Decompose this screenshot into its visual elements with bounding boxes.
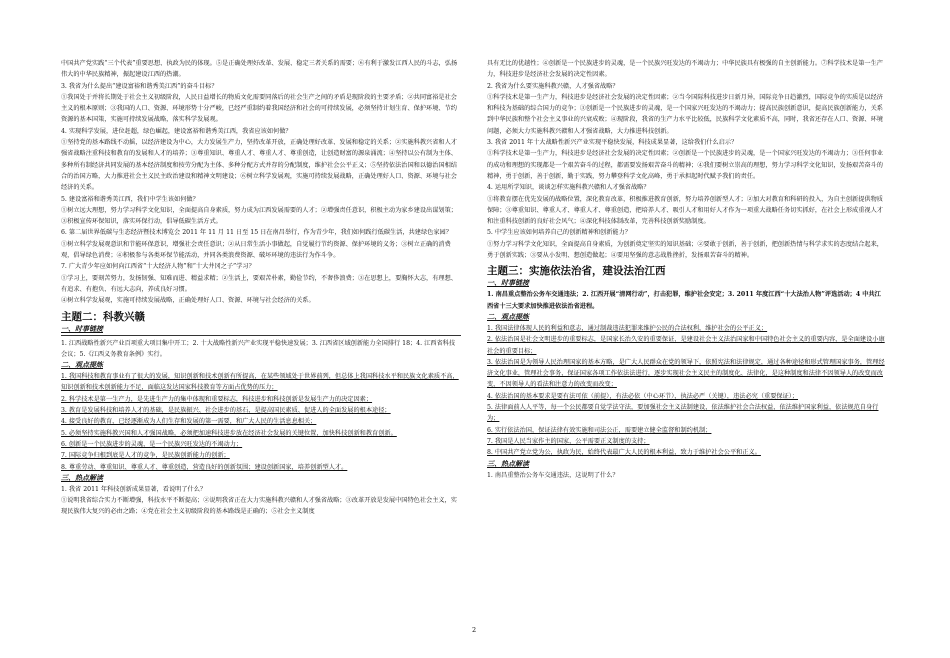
paragraph: 4. 实现科学发展，进位赶超，绿色崛起，建设富裕和谐秀美江西，我省应该如何做？ [61, 127, 292, 135]
paragraph: ①树立远大理想，努力学习科学文化知识，全面提高自身素质，努力成为江西发展需要的人才；②增强责任意识，积极主动为家乡建设出谋划策；③积极宣传环保知识，落实环保行动，倡导低碳生活方式。 [61, 206, 457, 226]
paragraph: ①我国处于并将长期处于社会主义初级阶段，人民日益增长的物质文化需要同落后的社会生产之间的矛盾是现阶段的主要矛盾；②共同富裕是社会主义的根本原则；③我国的人口、资源、环境形势十分严峻，已经严重制约着我国经济和社会的可持续发展，必须坚持计划生育、保护环境、节约资源的基本国策，实施可持续发展战略，落实科学发展观。 [61, 93, 457, 124]
underlined-point: 7. 国际竞争归根到底是人才的竞争，是民族创新能力的创新； [61, 452, 230, 460]
underlined-point: 5. 法律面前人人平等，每一个公民都要自觉学法守法，要加强社会主义法制建设，依法维护社会合法权益，依法维护国家利益，依法规范自身行为； [487, 404, 879, 423]
underlined-point: 8. 尊重劳动、尊重知识、尊重人才、尊重创造，营造良好的创新氛围；建设创新国家，培养创新型人才。 [61, 463, 348, 471]
underlined-point: 5. 必须坚持实施科教兴国和人才强国战略，必须把加速科技进步放在经济社会发展的关键位置，加快科技创新和教育创新。 [61, 429, 397, 437]
left-column [61, 58, 461, 518]
paragraph: 中国共产党实践“三个代表”重要思想、执政为民的体现。⑤是正确处理好改革、发展、稳定三者关系的需要；⑥有利于激发江西人民的斗志，弘扬伟大的中华民族精神，振起建设江西的热潮。 [61, 60, 458, 79]
paragraph: ①努力学习科学文化知识，全面提高自身素质，为创新奠定坚实的知识基础；②要敢于创新，善于创新，把创新热情与科学求实的态度结合起来，勇于创新实践；③要从小发明、想创造做起；④要用坚强的意志战胜挫折，发扬艰苦奋斗的精神。 [487, 240, 883, 260]
paragraph: 7. 广大青少年应如何向江西省“十大经济人物”和“十大井冈之子”学习？ [61, 263, 255, 271]
paragraph: 5. 中学生应该如何培养自己的创新精神和创新能力？ [487, 229, 631, 237]
news-item: 1. 南昌重点整治公务车交通违法；2. 江西开展“清网行动”，打击犯罪，维护社会安定；3. 2011 年度江西“十大法治人物”评选活动；4 中共江西省十三大要求加快推进依法治省进程。 [487, 291, 881, 310]
underlined-point: 1. 我国科技和教育事业有了很大的发展，知识创新和技术创新有所提高，在某些领域处于世界前列，但总体上我国科技水平和民族文化素质不高，知识创新和技术创新能力不足，面临这发达国家科技教育等方面占优势的压力； [61, 373, 459, 392]
subsection-heading: 三、热点解读 [487, 459, 529, 468]
paragraph: 1. 江西战略性新兴产业百项重大项目集中开工；2. 十大战略性新兴产业实现平稳快速发展；3. 江西省区域创新能力全国排行 18；4. 江西省科技会议；5.《江西义务教育条例》实行。 [61, 339, 456, 358]
underlined-point: 7. 我国是人民当家作主的国家，公平需要正义制度的支持； [487, 437, 650, 445]
right-column [487, 58, 887, 481]
paragraph: ④树立科学发展观，实施可持续发展战略，正确处理好人口、资源、环境与社会经济的关系。 [61, 297, 315, 305]
paragraph: 3. 我省为什么提出“建设富裕和谐秀美江西”的奋斗目标？ [61, 82, 218, 90]
paragraph: ①树立科学发展观意识和节能环保意识，增强社会责任意识；②从日常生活小事做起，自觉履行节约资源、保护环境的义务；③树立正确的消费观，倡导绿色消费；④积极参与各类环保节能活动，并同各类浪费资源、破坏环境的违法行为作斗争。 [61, 240, 451, 260]
paragraph: 1. 南昌重整治公务车交通违法，这说明了什么？ [487, 471, 619, 479]
underlined-point: 6. 实行依法治国，保证法律有效实施和司法公正，需要建立健全监督和制约机制； [487, 426, 712, 434]
underlined-point: 8. 中国共产党立党为公，执政为民，始终代表最广大人民的根本利益，致力于维护社会公平和正义。 [487, 449, 761, 457]
underlined-point: 3. 依法治国是为领导人民治理国家的基本方略，是广大人民群众在党的领导下，依照宪法和法律规定，通过各种途径和形式管理国家事务，管理经济文化事业，管理社会事务，保证国家各项工作依法法进行，逐步实现社会主义民主的制度化、法律化，是这种制度和法律不因领导人的改变而改变，不因领导人的看法和注意力的改变而改变； [487, 358, 885, 389]
paragraph: 6. 第二届世界低碳与生态经济暨技术博览会 2011 年 11 月 11 日至 15 日在南昌举行，作为青少年，我们如何践行低碳生活，共建绿色家园？ [61, 229, 452, 237]
paragraph: ①科学技术是第一生产力，科技进步是经济社会发展的决定性因素；②当今国际科技进步日新月异，国际竞争日趋激烈，国际竞争的实质是以经济和科技为基础的综合国力的竞争；③创新是一个民族进步的灵魂，是一个国家兴旺发达的不竭动力；提高民族创新意识，提高民族创新能力，关系到中华民族和整个社会主义事业的兴衰成败；④现阶段，我省的生产力水平比较低，民族科学文化素质不高，同时，我省还存在人口、资源、环境问题，必须大力实施科教兴赣和人才强省战略，大力推进科技创新。 [487, 93, 883, 135]
subsection-heading: 二、观点提炼 [61, 361, 103, 370]
underlined-point: 1. 我国法律体现人民的利益和意志，通过制裁违法犯罪来维护公民的合法权利，维护社会的公平正义； [487, 324, 768, 332]
paragraph: 3. 我省 2011 年十大战略性新兴产业实现平稳快发展，科技成果显著，这给我们什么启示？ [487, 139, 738, 147]
underlined-point: 4. 接受良好的教育，已经逐渐成为人们生存和发展的第一需要，和广大人民的生活息息相关； [61, 418, 317, 426]
paragraph: ①学习上，要刻苦努力，发扬韧强、知难而进、精益求精；②生活上，要艰苦朴素，勤俭节约，不奢侈浪费；③在思想上，要胸怀大志，有理想、有追求、有抱负、有远大志向，养成良好习惯。 [61, 274, 457, 293]
subsection-heading: 三、热点解读 [61, 473, 103, 482]
underlined-point: 6. 创新是一个民族进步的灵魂，是一个民族兴旺发达的不竭动力； [61, 440, 243, 448]
subsection-heading: 一、时事链接 [487, 279, 529, 288]
paragraph: 具有无比的优越性；④创新是一个民族进步的灵魂，是一个民族兴旺发达的不竭动力；中华民族具有极强的自主创新能力。⑦科学技术是第一生产力，科技进步是经济社会发展的决定性因素。 [487, 60, 883, 79]
page-number: 2 [472, 626, 477, 634]
underlined-point: 2. 依法治国是社会文明进步的重要标志，是国家长治久安的重要保证，是建设社会主义法治国家和中国特色社会主义的重要内容，是全面建设小康社会的重要目标； [487, 336, 885, 355]
paragraph: ①将教育摆在优先发展的战略位置，深化教育改革，积极推进教育创新，努力培养创新型人才；②加大对教育和科研的投入，为自主创新提供物质保障；③尊重知识、尊重人才、尊重人才、尊重创造，把培养人才、吸引人才和用好人才作为一项重大战略任务切实抓好，在社会上形成重视人才和注重科技创新的良好社会风气；④深化科技体制改革，完善科技创新奖励制度。 [487, 195, 883, 226]
paragraph: ①坚持党的基本路线不动摇，以经济建设为中心，大力发展生产力，坚持改革开放，正确处理好改革、发展和稳定的关系；②实施科教兴省和人才强省战略注重科技和教育的发展和人才的培养；③尊重知识、尊重人才、尊重人才、尊重创造，让创造财富的源泉涌流；④坚持以公有制为主体、多种所有制经济共同发展的基本经济制度和按劳分配为主体、多种分配方式并存的分配制度，维护社会公平正义；⑤坚持依法治国和以德治国相结合的治国方略，大力推进社会主义民主政治建设和精神文明建设；⑥树立科学发展观，实施可持续发展战略，正确处理好人口、资源、环境与社会经济的关系。 [61, 139, 457, 192]
section-title: 主题二：科教兴赣 [61, 310, 145, 323]
paragraph: 2. 我省为什么要实施科教兴赣，人才强省战略？ [487, 82, 619, 90]
section-title: 主题三：实施依法治省，建设法治江西 [487, 265, 666, 278]
underlined-point: 2. 科学技术是第一生产力，是先进生产力的集中体现和重要标志，科技进步和科技创新是发展生产力的决定因素； [61, 395, 373, 403]
paragraph: ①科学技术是第一生产力，科技进步是经济社会发展的决定性因素；②创新是一个民族进步的灵魂，是一个国家兴旺发达的不竭动力；③任何事业的成功和理想的实现都是一个艰苦奋斗的过程，都需要发扬艰苦奋斗的精神；④我们要树立崇高的理想，努力学习科学文化知识，发扬艰苦奋斗的精神，勇于创新，善于创新，勤于实践，努力攀登科学文化高峰，勇于承担起时代赋予我们的责任。 [487, 150, 883, 180]
paragraph: 4. 运用所学知识，谈谈怎样实施科教兴赣和人才强省战略？ [487, 184, 650, 192]
subsection-heading: 二、观点提炼 [487, 312, 529, 321]
paragraph: ①说明我省综合实力不断增强，科技水平不断提高；②说明我省正在大力实施科教兴赣和人才强省战略；③改革开放是发展中国特色社会主义，实现民族伟大复兴的必由之路；④党在社会主义初级阶段的基本路线是正确的；⑤社会主义制度 [61, 497, 457, 516]
subsection-heading: 一、时事链接 [61, 324, 103, 333]
divider-line [61, 335, 461, 337]
paragraph: 1. 我省 2011 年科技创新成果显著，看说明了什么？ [61, 485, 207, 493]
paragraph: 5. 建设富裕和谐秀美江西，我们中学生该如何做？ [61, 195, 199, 203]
underlined-point: 4. 依法治国的基本要求是要有法可依（前提），有法必依（中心环节），执法必严（关键），违法必究（重要保证）； [487, 392, 799, 400]
underlined-point: 3. 教育是发展科技和培养人才的基础，是民族振兴、社会进步的基石，是提高国民素质、促进人的全面发展的根本途径； [61, 407, 391, 415]
